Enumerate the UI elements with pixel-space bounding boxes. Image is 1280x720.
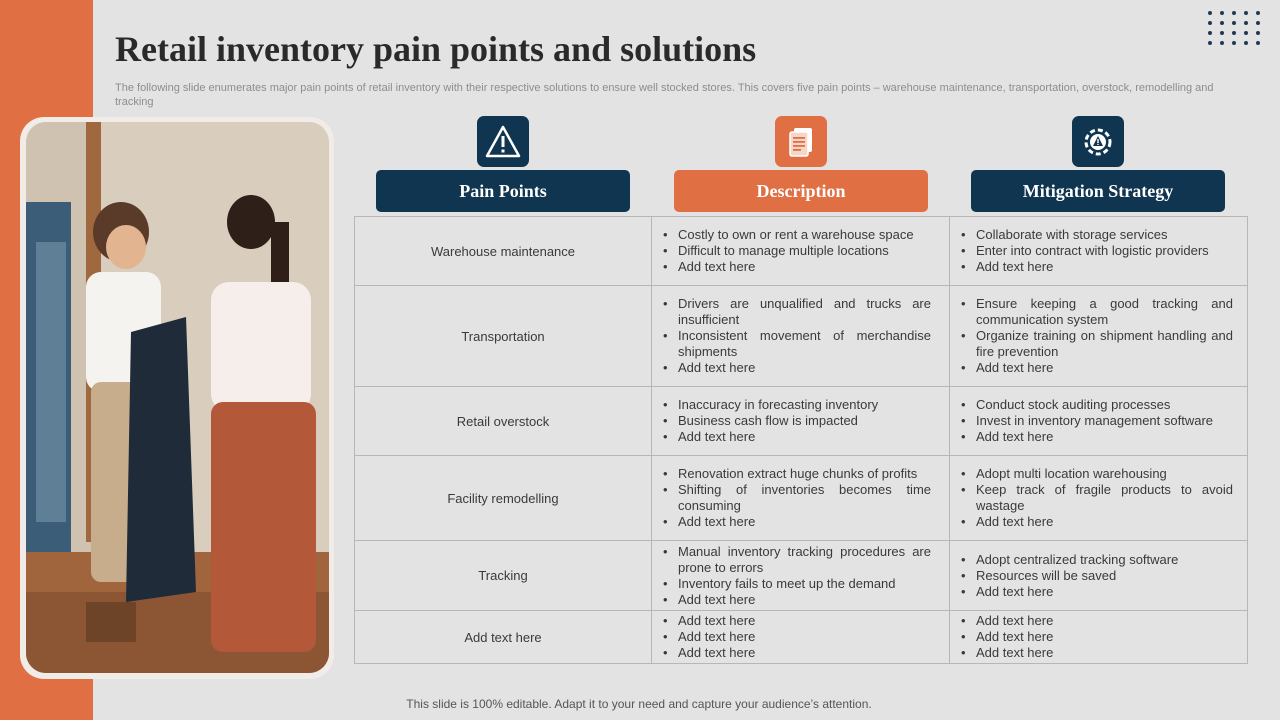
mitigation-bullet: • Invest in inventory management software <box>958 413 1233 429</box>
mitigation-bullet: • Enter into contract with logistic providers <box>958 243 1233 259</box>
description-cell <box>652 286 950 387</box>
mitigation-bullet: • Add text here <box>958 629 1233 645</box>
mitigation-bullet: • Add text here <box>958 429 1233 445</box>
page-title: Retail inventory pain points and solutions <box>115 29 757 69</box>
mitigation-bullet: • Add text here <box>958 645 1233 661</box>
description-bullet: • Shifting of inventories becomes time consuming <box>660 482 931 514</box>
pain-point-cell: Retail overstock <box>355 387 652 456</box>
description-bullet: • Add text here <box>660 429 931 445</box>
pain-point-cell: Tracking <box>355 541 652 611</box>
mitigation-cell <box>950 286 1248 387</box>
mitigation-bullet: • Conduct stock auditing processes <box>958 397 1233 413</box>
description-bullet: • Drivers are unqualified and trucks are insufficient <box>660 296 931 328</box>
description-icon-box <box>775 116 827 167</box>
mitigation-bullet: • Add text here <box>958 259 1233 275</box>
mitigation-bullet: • Add text here <box>958 360 1233 376</box>
pain-point-cell: Warehouse maintenance <box>355 217 652 286</box>
table-row <box>355 286 1248 387</box>
description-bullet: • Business cash flow is impacted <box>660 413 931 429</box>
description-bullet: • Add text here <box>660 629 931 645</box>
description-bullet: • Renovation extract huge chunks of profits <box>660 466 931 482</box>
description-bullet: • Manual inventory tracking procedures are prone to errors <box>660 544 931 576</box>
table-row <box>355 387 1248 456</box>
mitigation-bullet: • Add text here <box>958 584 1233 600</box>
description-cell <box>652 217 950 286</box>
description-bullet: • Inventory fails to meet up the demand <box>660 576 931 592</box>
warning-triangle-icon <box>485 124 521 160</box>
description-bullet: • Add text here <box>660 613 931 629</box>
description-bullet: • Difficult to manage multiple locations <box>660 243 931 259</box>
header-description: Description <box>674 170 928 212</box>
mitigation-bullet: • Collaborate with storage services <box>958 227 1233 243</box>
description-cell <box>652 541 950 611</box>
page-subtitle: The following slide enumerates major pain points of retail inventory with their respective solutions to ensure well stocked stores. This covers five pain points – warehouse maintenance, transportation, overstock, remodelling and tracking <box>115 82 1214 108</box>
mitigation-cell <box>950 387 1248 456</box>
pain-point-cell: Transportation <box>355 286 652 387</box>
table-row <box>355 541 1248 611</box>
mitigation-bullet: • Add text here <box>958 514 1233 530</box>
footer-note <box>0 697 1280 711</box>
table-row <box>355 611 1248 664</box>
mitigation-bullet: • Keep track of fragile products to avoid wastage <box>958 482 1233 514</box>
mitigation-cell <box>950 217 1248 286</box>
header-pain-points: Pain Points <box>376 170 630 212</box>
table-row <box>355 217 1248 286</box>
document-icon <box>786 126 816 158</box>
description-bullet: • Add text here <box>660 360 931 376</box>
description-bullet: • Add text here <box>660 514 931 530</box>
mitigation-bullet: • Resources will be saved <box>958 568 1233 584</box>
mitigation-icon-box <box>1072 116 1124 167</box>
shopping-scene-image <box>26 122 329 673</box>
description-bullet: • Inaccuracy in forecasting inventory <box>660 397 931 413</box>
decorative-dot-grid <box>1208 11 1268 55</box>
header-mitigation-strategy: Mitigation Strategy <box>971 170 1225 212</box>
table-row <box>355 456 1248 541</box>
mitigation-bullet: • Adopt centralized tracking software <box>958 552 1233 568</box>
description-bullet: • Costly to own or rent a warehouse space <box>660 227 931 243</box>
mitigation-cell <box>950 611 1248 664</box>
description-bullet: • Inconsistent movement of merchandise shipments <box>660 328 931 360</box>
gear-warning-icon <box>1080 124 1116 160</box>
mitigation-bullet: • Add text here <box>958 613 1233 629</box>
pain-points-table <box>354 216 1248 664</box>
mitigation-cell <box>950 541 1248 611</box>
footer-text: This slide is 100% editable. Adapt it to your need and capture your audience’s attention. <box>406 697 872 711</box>
description-bullet: • Add text here <box>660 259 931 275</box>
description-cell <box>652 387 950 456</box>
pain-point-cell: Add text here <box>355 611 652 664</box>
mitigation-cell <box>950 456 1248 541</box>
description-bullet: • Add text here <box>660 645 931 661</box>
pain-point-cell: Facility remodelling <box>355 456 652 541</box>
description-cell <box>652 456 950 541</box>
store-photo <box>26 122 329 673</box>
description-bullet: • Add text here <box>660 592 931 608</box>
mitigation-bullet: • Adopt multi location warehousing <box>958 466 1233 482</box>
description-cell <box>652 611 950 664</box>
pain-points-icon-box <box>477 116 529 167</box>
mitigation-bullet: • Ensure keeping a good tracking and communication system <box>958 296 1233 328</box>
mitigation-bullet: • Organize training on shipment handling and fire prevention <box>958 328 1233 360</box>
